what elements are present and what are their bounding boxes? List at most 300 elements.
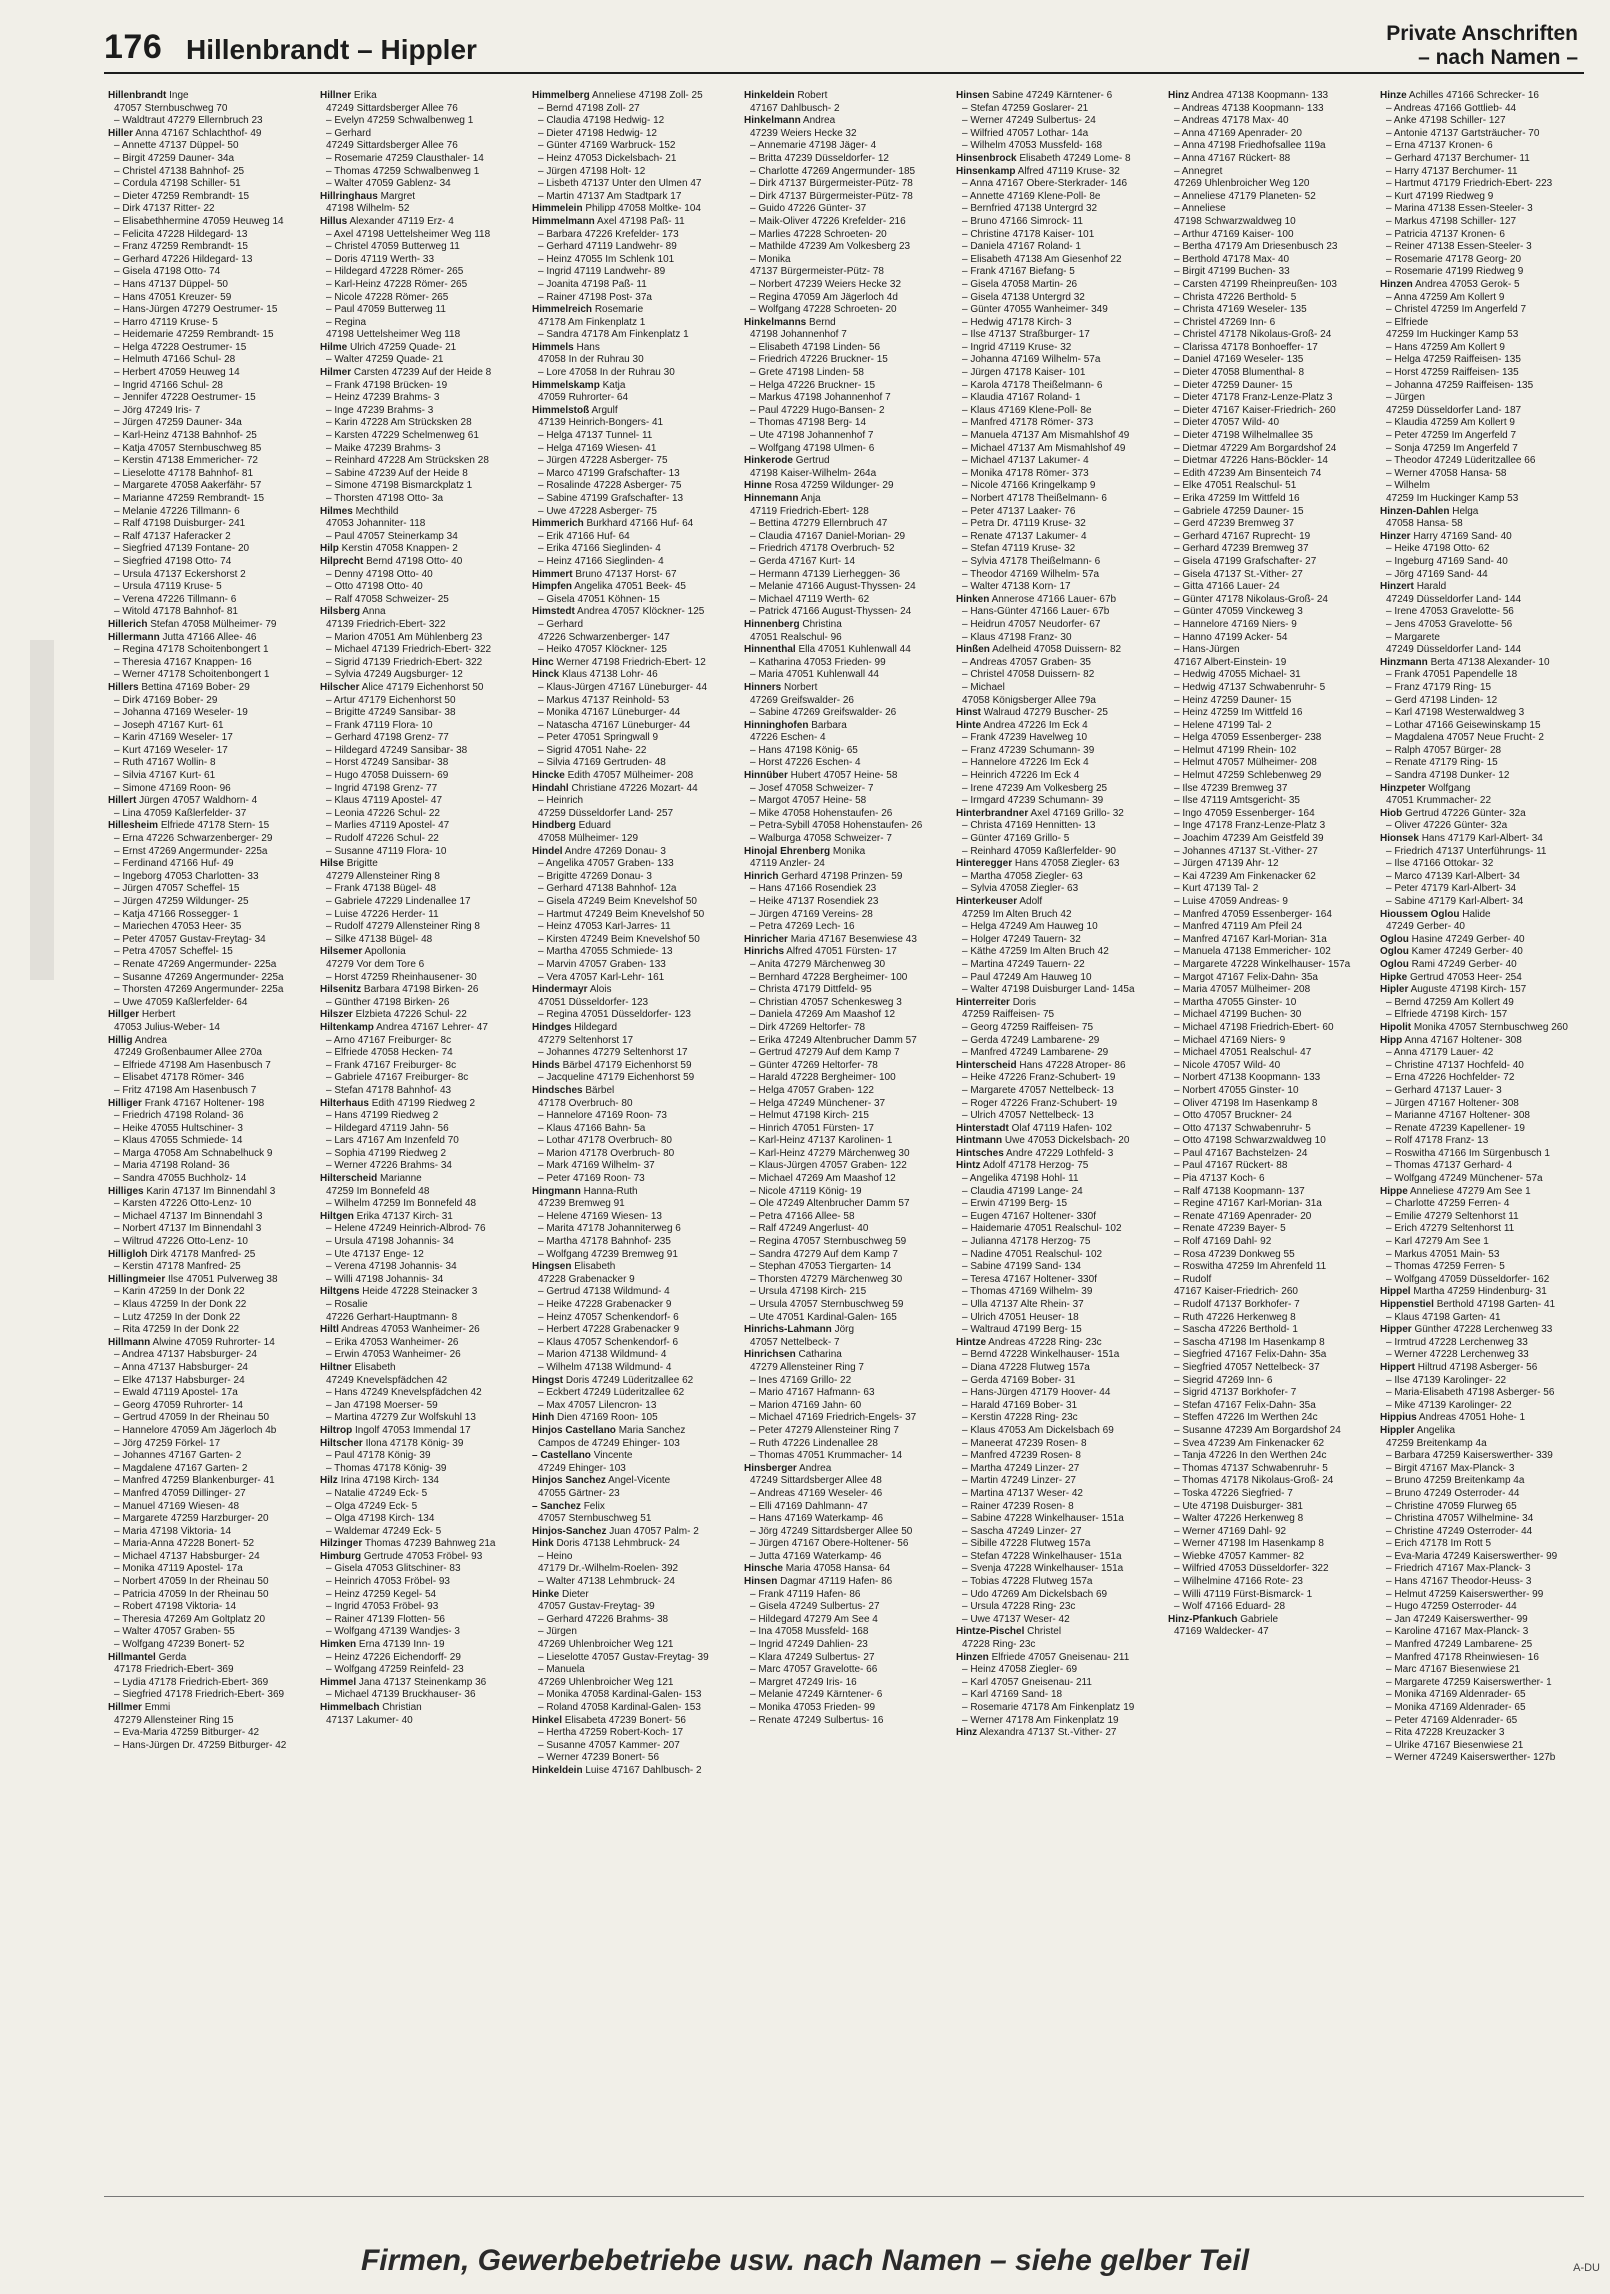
entry-surname: Hilprecht: [320, 555, 364, 567]
directory-entry: [532, 342, 732, 355]
directory-subentry: – Hans-Jürgen 47179 Hoover- 44: [962, 1387, 1111, 1399]
directory-subentry: – Sigrid 47051 Nahe- 22: [538, 744, 647, 756]
directory-subentry: – Heinz 47057 Schenkendorf- 6: [538, 1311, 679, 1323]
directory-subentry: – Günther 47198 Birken- 26: [326, 996, 450, 1008]
directory-subentry: – Kurt 47139 Tal- 2: [1174, 883, 1259, 895]
directory-subentry: – Frank 47119 Hafen- 86: [750, 1588, 861, 1600]
directory-subentry: – Erika 47249 Altenbrucher Damm 57: [750, 1034, 917, 1046]
directory-subentry: – Claudia 47167 Daniel-Morian- 29: [750, 530, 906, 542]
directory-columns: [108, 90, 1584, 2180]
directory-subentry: – Ursula 47119 Kruse- 5: [114, 581, 222, 593]
entry-surname: Hiltrop: [320, 1424, 353, 1436]
directory-subentry: 47053 Johanniter- 118: [326, 518, 426, 530]
directory-entry: [744, 115, 944, 128]
directory-subentry: – Michael 47169 Niers- 9: [1174, 1034, 1286, 1046]
directory-subentry: – Otto 47057 Bruckner- 24: [1174, 1110, 1292, 1122]
directory-subentry: 47279 Vor dem Tore 6: [326, 958, 425, 970]
entry-surname: Oglou: [1380, 958, 1409, 970]
directory-subentry: – Hanno 47199 Acker- 54: [1174, 631, 1288, 643]
entry-details: Philipp 47058 Moltke- 104: [585, 203, 701, 215]
directory-entry: [320, 984, 520, 997]
directory-entry: [1380, 1425, 1580, 1438]
directory-subentry: – Maria-Elisabeth 47198 Asberger- 56: [1386, 1387, 1555, 1399]
directory-entry: [744, 619, 944, 632]
directory-entry: [532, 1085, 732, 1098]
directory-subentry: – Erich 47279 Seltenhorst 11: [1386, 1223, 1515, 1235]
directory-subentry: – Paul 47167 Rückert- 88: [1174, 1160, 1288, 1172]
entry-details: Elisabeth 47249 Lome- 8: [1019, 152, 1131, 164]
directory-subentry: – Reinhard 47228 Am Strücksken 28: [326, 455, 489, 467]
directory-subentry: – Helga 47057 Graben- 122: [750, 1084, 874, 1096]
entry-surname: Hintze: [956, 1336, 986, 1348]
directory-subentry: – Sabine 47269 Greifswalder- 26: [750, 707, 897, 719]
directory-subentry: – Hannelore 47169 Roon- 73: [538, 1110, 667, 1122]
directory-subentry: – Helga 47228 Oestrumer- 15: [114, 341, 247, 353]
directory-subentry: – Frank 47167 Freiburger- 8c: [326, 1059, 457, 1071]
directory-subentry: – Willi 47119 Fürst-Bismarck- 1: [1174, 1588, 1313, 1600]
directory-subentry: – Christa 47169 Hennitten- 13: [962, 820, 1096, 832]
entry-surname: Hillert: [108, 795, 137, 807]
directory-entry: [320, 506, 520, 519]
directory-subentry: – Margret 47249 Iris- 16: [750, 1676, 857, 1688]
entry-details: Bettina 47169 Bober- 29: [141, 681, 250, 693]
directory-entry: [320, 1538, 520, 1551]
directory-subentry: – Karl-Heinz 47228 Römer- 265: [326, 278, 468, 290]
directory-subentry: – Christine 47178 Kaiser- 101: [962, 228, 1095, 240]
entry-details: Jürgen 47057 Waldhorn- 4: [139, 795, 258, 807]
directory-subentry: – Käthe 47259 Im Alten Bruch 42: [962, 946, 1109, 958]
directory-subentry: – Silvia 47167 Kurt- 61: [114, 770, 216, 782]
directory-subentry: – Manfred 47119 Am Pfeil 24: [1174, 921, 1303, 933]
entry-details: Elisabeta 47239 Bonert- 56: [564, 1714, 686, 1726]
directory-subentry: – Ingrid 47166 Schul- 28: [114, 379, 223, 391]
entry-details: Barbara 47198 Birken- 26: [363, 984, 479, 996]
entry-details: Anja: [800, 493, 821, 504]
directory-subentry: 47269 Greifswalder- 26: [750, 694, 854, 706]
entry-surname: Oglou: [1380, 946, 1409, 958]
entry-details: Ingolf 47053 Immendal 17: [355, 1424, 471, 1436]
directory-subentry: – Friedrich 47137 Unterführungs- 11: [1386, 845, 1547, 857]
directory-subentry: – Karoline 47167 Max-Planck- 3: [1386, 1626, 1529, 1638]
directory-entry: [744, 770, 944, 783]
directory-subentry: – Elli 47169 Dahlmann- 47: [750, 1500, 868, 1512]
directory-subentry: 47228 Ring- 23c: [962, 1639, 1036, 1651]
entry-details: Luise 47167 Dahlbusch- 2: [585, 1764, 702, 1776]
directory-subentry: – Bruno 47249 Osterroder- 44: [1386, 1487, 1520, 1499]
entry-details: Bernd: [809, 316, 836, 328]
directory-subentry: – Jürgen 47228 Asberger- 75: [538, 455, 668, 467]
entry-surname: Hintmann: [956, 1135, 1003, 1147]
header-divider: [104, 72, 1584, 74]
directory-entry: [532, 216, 732, 229]
directory-subentry: – Jürgen: [1386, 392, 1425, 404]
directory-subentry: – Markus 47137 Reinhold- 53: [538, 694, 670, 706]
directory-entry: [320, 216, 520, 229]
entry-details: Sabine 47249 Kärntener- 6: [992, 90, 1113, 101]
directory-subentry: – Gisela 47051 Köhnen- 15: [538, 593, 660, 605]
directory-subentry: – Nicole 47119 König- 19: [750, 1185, 862, 1197]
directory-subentry: – Harro 47119 Kruse- 5: [114, 316, 218, 328]
directory-entry: [1380, 1412, 1580, 1425]
directory-subentry: – Hinrich 47051 Fürsten- 17: [750, 1122, 874, 1134]
directory-entry: [320, 1022, 520, 1035]
directory-subentry: – Heinz 47239 Brahms- 3: [326, 392, 440, 404]
directory-subentry: – Michael 47051 Realschul- 47: [1174, 1047, 1312, 1059]
directory-subentry: – Ulrich 47051 Heuser- 18: [962, 1311, 1079, 1323]
directory-subentry: 47139 Heinrich-Bongers- 41: [538, 417, 664, 429]
directory-subentry: 47055 Gärtner- 23: [538, 1487, 620, 1499]
entry-surname: Hinßen: [956, 644, 990, 656]
directory-entry: [956, 1160, 1156, 1173]
directory-entry: [320, 90, 520, 103]
directory-subentry: – Heinz 47055 Im Schlenk 101: [538, 253, 675, 265]
entry-surname: Hilse: [320, 858, 344, 870]
directory-subentry: – Ursula 47057 Sternbuschweg 59: [750, 1299, 904, 1310]
directory-subentry: – Walter 47198 Duisburger Land- 145a: [962, 984, 1135, 996]
entry-details: Ilse 47051 Pulverweg 38: [168, 1273, 278, 1285]
directory-subentry: – Rosalie: [326, 1299, 368, 1310]
directory-subentry: – Petra 47269 Lech- 16: [750, 921, 855, 933]
directory-subentry: – Heinz 47058 Ziegler- 69: [962, 1664, 1078, 1676]
entry-details: Stefan 47058 Mülheimer- 79: [150, 618, 277, 630]
entry-details: Juan 47057 Palm- 2: [609, 1525, 699, 1537]
entry-surname: Hilligloh: [108, 1248, 148, 1260]
directory-subentry: – Rudolf 47226 Schul- 22: [326, 833, 439, 845]
directory-subentry: – Margarete 47259 Kaiserswerther- 1: [1386, 1676, 1552, 1688]
entry-details: Monika: [832, 845, 866, 857]
entry-surname: Hilszer: [320, 1009, 353, 1021]
directory-subentry: – Rita 47259 In der Donk 22: [114, 1324, 240, 1336]
entry-surname: Hillig: [108, 1034, 133, 1046]
directory-entry: [532, 1261, 732, 1274]
entry-surname: Hiltner: [320, 1361, 352, 1373]
directory-subentry: – Klaus-Jürgen 47057 Graben- 122: [750, 1160, 907, 1172]
entry-details: Dirk 47178 Manfred- 25: [150, 1248, 256, 1260]
entry-details: Elisabeth: [574, 1261, 616, 1273]
entry-surname: Hinrichs-Lahmann: [744, 1324, 832, 1336]
directory-subentry: – Klaus 47169 Klene-Poll- 8e: [962, 404, 1092, 416]
directory-subentry: – Brigitte 47269 Donau- 3: [538, 870, 652, 882]
directory-subentry: 47178 Am Finkenplatz 1: [538, 316, 646, 328]
directory-subentry: – Annemarie 47198 Jäger- 4: [750, 140, 877, 152]
directory-subentry: – Cordula 47198 Schiller- 51: [114, 178, 241, 190]
entry-details: Heide 47228 Steinacker 3: [362, 1286, 478, 1298]
directory-subentry: 47279 Allensteiner Ring 15: [114, 1714, 234, 1726]
entry-surname: Hinkelmanns: [744, 316, 807, 328]
directory-subentry: – Bernd 47259 Am Kollert 49: [1386, 996, 1514, 1008]
directory-entry: [956, 997, 1156, 1010]
entry-details: Halide: [1462, 908, 1491, 920]
directory-subentry: – Karin 47228 Am Strücksken 28: [326, 417, 472, 429]
entry-details: Andrea: [802, 115, 836, 127]
directory-entry: [532, 518, 732, 531]
directory-subentry: – Norbert 47055 Ginster- 10: [1174, 1084, 1299, 1096]
directory-entry: [956, 1727, 1156, 1740]
directory-subentry: – Christa 47169 Weseler- 135: [1174, 304, 1307, 316]
directory-subentry: – Hugo 47259 Osterroder- 44: [1386, 1601, 1517, 1613]
directory-subentry: – Monika 47119 Apostel- 17a: [114, 1563, 243, 1575]
directory-subentry: – Regina 47178 Schoitenbongert 1: [114, 644, 269, 656]
directory-subentry: – Marianne 47259 Rembrandt- 15: [114, 493, 265, 504]
directory-subentry: – Ralf 47137 Haferacker 2: [114, 530, 231, 542]
directory-entry: [532, 1412, 732, 1425]
entry-details: Hanna-Ruth: [583, 1185, 638, 1197]
directory-subentry: – Kerstin 47178 Manfred- 25: [114, 1261, 241, 1273]
directory-subentry: – Joachim 47239 Am Geistfeld 39: [1174, 833, 1324, 845]
entry-details: Katja: [602, 379, 626, 391]
directory-subentry: – Michael 47139 Friedrich-Ebert- 322: [326, 644, 492, 656]
directory-subentry: – Sibille 47228 Flutweg 157a: [962, 1538, 1091, 1550]
directory-subentry: – Magdalene 47167 Garten- 2: [114, 1462, 248, 1474]
directory-subentry: – Anna 47198 Friedhofsallee 119a: [1174, 140, 1326, 152]
entry-surname: Hilterhaus: [320, 1097, 369, 1109]
directory-subentry: – Harald 47228 Bergheimer- 100: [750, 1072, 896, 1084]
directory-subentry: – Dieter 47178 Franz-Lenze-Platz 3: [1174, 392, 1333, 404]
directory-subentry: – Birgit 47167 Max-Planck- 3: [1386, 1462, 1515, 1474]
directory-entry: [956, 153, 1156, 166]
entry-details: Doris: [1012, 996, 1037, 1008]
entry-surname: Hinterscheid: [956, 1059, 1017, 1071]
directory-subentry: – Christa 47179 Dittfeld- 95: [750, 984, 872, 996]
entry-details: Hans 47228 Atroper- 86: [1019, 1059, 1126, 1071]
directory-subentry: – Rudolf 47279 Allensteiner Ring 8: [326, 921, 480, 933]
directory-subentry: – Wilhelm 47053 Mussfeld- 168: [962, 140, 1103, 152]
entry-details: Helga: [1452, 505, 1479, 517]
directory-entry: [1380, 783, 1580, 796]
entry-surname: Hinricher: [744, 933, 788, 945]
directory-subentry: – Heinrich 47226 Im Eck 4: [962, 770, 1080, 782]
directory-subentry: – Sascha 47198 Im Hasenkamp 8: [1174, 1336, 1325, 1348]
entry-surname: Hinze: [1380, 90, 1407, 101]
directory-subentry: – Sascha 47226 Berthold- 1: [1174, 1324, 1298, 1336]
entry-surname: Hinsen: [956, 90, 990, 101]
directory-subentry: – Werner 47249 Kaiserswerther- 127b: [1386, 1752, 1556, 1764]
entry-details: Doris 47249 Lüderitzallee 62: [565, 1374, 694, 1386]
directory-subentry: – Michael 47199 Buchen- 30: [1174, 1009, 1302, 1021]
entry-surname: Hinnüber: [744, 770, 788, 782]
directory-entry: [956, 1135, 1156, 1148]
directory-subentry: – Heinz 47259 Kegel- 54: [326, 1588, 437, 1600]
directory-subentry: – Stephan 47053 Tiergarten- 14: [750, 1261, 892, 1273]
directory-entry: [956, 1626, 1156, 1639]
directory-subentry: – Frank 47167 Biefang- 5: [962, 266, 1075, 278]
directory-subentry: – Annette 47137 Düppel- 50: [114, 140, 239, 152]
directory-subentry: – Maria 47198 Roland- 36: [114, 1160, 230, 1172]
directory-subentry: 47058 Königsberger Allee 79a: [962, 694, 1096, 706]
entry-surname: Himmelberg: [532, 90, 590, 101]
entry-surname: Himmelreich: [532, 304, 593, 316]
directory-subentry: – Reinhard 47059 Kaßlerfelder- 90: [962, 845, 1116, 857]
directory-subentry: – Elfriede 47198 Kirch- 157: [1386, 1009, 1508, 1021]
directory-subentry: 47167 Albert-Einstein- 19: [1174, 656, 1287, 668]
directory-subentry: – Karsten 47226 Otto-Lenz- 10: [114, 1198, 252, 1210]
entry-details: Axel 47198 Paß- 11: [597, 215, 685, 227]
directory-subentry: – Toska 47226 Siegfried- 7: [1174, 1487, 1293, 1499]
entry-details: Hasine 47249 Gerber- 40: [1411, 933, 1525, 945]
directory-subentry: – Ralf 47249 Angerlust- 40: [750, 1223, 869, 1235]
directory-entry: [532, 783, 732, 796]
directory-subentry: 47249 Düsseldorfer Land- 144: [1386, 644, 1522, 656]
directory-subentry: 47057 Nettelbeck- 7: [750, 1336, 840, 1348]
entry-details: Hubert 47057 Heine- 58: [790, 770, 898, 782]
entry-details: Robert: [797, 90, 828, 101]
directory-entry: [956, 90, 1156, 103]
directory-subentry: – Paul 47229 Hugo-Bansen- 2: [750, 404, 885, 416]
directory-subentry: – Sascha 47249 Linzer- 27: [962, 1525, 1082, 1537]
directory-subentry: – Uwe 47228 Asberger- 75: [538, 505, 657, 517]
directory-entry: [108, 632, 308, 645]
directory-subentry: – Erwin 47053 Wanheimer- 26: [326, 1349, 461, 1361]
entry-details: Herbert: [141, 1009, 176, 1021]
directory-subentry: – Ilse 47137 Straßburger- 17: [962, 329, 1090, 341]
entry-surname: Hilz: [320, 1475, 338, 1487]
entry-details: Rosemarie: [594, 304, 644, 316]
directory-subentry: – Susanne 47057 Kammer- 207: [538, 1739, 680, 1751]
directory-subentry: – Mathilde 47239 Am Volkesberg 23: [750, 241, 911, 253]
directory-subentry: 47239 Weiers Hecke 32: [750, 127, 857, 139]
directory-subentry: – Steffen 47226 Im Werthen 24c: [1174, 1412, 1318, 1424]
directory-subentry: – Gisela 47053 Glitschiner- 83: [326, 1563, 461, 1575]
entry-details: Andrea 47226 Im Eck 4: [983, 719, 1088, 731]
directory-subentry: – Gabriele 47259 Dauner- 15: [1174, 505, 1304, 517]
directory-subentry: – Horst 47226 Eschen- 4: [750, 757, 861, 769]
directory-subentry: – Berthold 47178 Max- 40: [1174, 253, 1290, 265]
directory-subentry: – Rosalinde 47228 Asberger- 75: [538, 480, 682, 492]
directory-subentry: – Maria 47057 Mülheimer- 208: [1174, 984, 1311, 996]
directory-subentry: – Thomas 47259 Ferren- 5: [1386, 1261, 1505, 1273]
directory-subentry: – Ulrike 47167 Biesenwiese 21: [1386, 1739, 1524, 1751]
directory-subentry: – Michael 47119 Werth- 62: [750, 593, 870, 605]
directory-subentry: – Hans 47259 Am Kollert 9: [1386, 341, 1505, 353]
directory-subentry: – Helmut 47198 Kirch- 215: [750, 1110, 869, 1122]
directory-subentry: – Christel 47259 Im Angerfeld 7: [1386, 304, 1527, 316]
directory-subentry: – Thorsten 47279 Märchenweg 30: [750, 1273, 903, 1285]
entry-details: Werner 47198 Friedrich-Ebert- 12: [556, 656, 706, 668]
directory-entry: [1380, 1299, 1580, 1312]
entry-details: Kerstin 47058 Knappen- 2: [341, 543, 458, 555]
directory-subentry: – Heike 47055 Hultschiner- 3: [114, 1122, 243, 1134]
directory-entry: [956, 720, 1156, 733]
directory-subentry: – Heiko 47057 Klöckner- 125: [538, 644, 667, 656]
directory-subentry: – Mariechen 47053 Heer- 35: [114, 921, 242, 933]
directory-subentry: 47198 Kaiser-Wilhelm- 264a: [750, 467, 877, 479]
directory-entry: [744, 1463, 944, 1476]
directory-subentry: – Hedwig 47055 Michael- 31: [1174, 669, 1301, 681]
directory-subentry: – Klaus 47057 Schenkendorf- 6: [538, 1336, 679, 1348]
directory-subentry: – Dieter 47198 Hedwig- 12: [538, 127, 657, 139]
directory-subentry: 47279 Seltenhorst 17: [538, 1034, 634, 1046]
directory-subentry: – Marion 47178 Overbruch- 80: [538, 1147, 675, 1159]
entry-details: Karin 47137 Im Binnendahl 3: [146, 1185, 276, 1197]
directory-subentry: 47058 Hansa- 58: [1386, 518, 1463, 530]
directory-subentry: – Lore 47058 In der Ruhrau 30: [538, 367, 675, 379]
entry-details: Alfred 47119 Kruse- 32: [1017, 165, 1120, 177]
directory-entry: [532, 770, 732, 783]
entry-details: Andreas 47228 Ring- 23c: [988, 1336, 1102, 1348]
directory-subentry: – Wiltrud 47226 Otto-Lenz- 10: [114, 1236, 248, 1248]
directory-subentry: 47137 Lakumer- 40: [326, 1714, 413, 1726]
directory-subentry: – Teresa 47167 Holtener- 330f: [962, 1273, 1097, 1285]
directory-subentry: – Daniela 47269 Am Maashof 12: [750, 1009, 896, 1021]
directory-subentry: – Klaus 47259 In der Donk 22: [114, 1299, 247, 1310]
directory-subentry: – Jutta 47169 Waterkamp- 46: [750, 1550, 882, 1562]
directory-subentry: – Ewald 47119 Apostel- 17a: [114, 1387, 238, 1399]
entry-surname: Hillers: [108, 681, 139, 693]
directory-subentry: – Nicole 47166 Kringelkamp 9: [962, 480, 1096, 492]
directory-subentry: – Irene 47053 Gravelotte- 56: [1386, 606, 1514, 618]
directory-subentry: 47179 Dr.-Wilhelm-Roelen- 392: [538, 1563, 679, 1575]
entry-details: Adolf: [1019, 896, 1043, 907]
entry-surname: Hinterkeuser: [956, 896, 1018, 907]
entry-details: Jana 47137 Steinenkamp 36: [358, 1676, 487, 1688]
directory-subentry: – Frank 47051 Papendelle 18: [1386, 669, 1518, 681]
entry-details: Rosa 47259 Wildunger- 29: [774, 480, 894, 492]
directory-subentry: – Gisela 47199 Grafschafter- 27: [1174, 555, 1317, 567]
directory-subentry: – Paul 47178 König- 39: [326, 1450, 431, 1462]
directory-entry: [320, 1324, 520, 1337]
directory-subentry: – Peter 47169 Roon- 73: [538, 1173, 645, 1185]
directory-subentry: – Günter 47169 Grillo- 5: [962, 833, 1070, 845]
directory-subentry: – Manfred 47239 Rosen- 8: [962, 1450, 1081, 1462]
directory-subentry: – Martina 47279 Zur Wolfskuhl 13: [326, 1412, 476, 1424]
directory-subentry: – Hans-Jürgen: [1174, 644, 1240, 656]
directory-subentry: 47239 Bremweg 91: [538, 1198, 625, 1210]
entry-surname: Hinsenkamp: [956, 165, 1016, 177]
directory-subentry: – Elke 47137 Habsburger- 24: [114, 1374, 245, 1386]
directory-subentry: 47198 Wilhelm- 52: [326, 203, 410, 215]
directory-subentry: – Kai 47239 Am Finkenacker 62: [1174, 870, 1316, 882]
directory-subentry: – Heinz 47259 Dauner- 15: [1174, 694, 1292, 706]
directory-subentry: – Gerda 47167 Kurt- 14: [750, 555, 856, 567]
entry-surname: Himken: [320, 1639, 357, 1651]
directory-entry: [108, 1098, 308, 1111]
directory-subentry: – Monika 47058 Kardinal-Galen- 153: [538, 1689, 702, 1701]
entry-surname: Oglou: [1380, 933, 1409, 945]
directory-subentry: – Gisela 47198 Otto- 74: [114, 266, 221, 278]
directory-subentry: – Siegfried 47139 Fontane- 20: [114, 543, 250, 555]
entry-surname: – Sanchez: [532, 1500, 581, 1512]
directory-entry: [108, 1035, 308, 1048]
directory-entry: [532, 606, 732, 619]
directory-subentry: – Marion 47169 Jahn- 60: [750, 1399, 862, 1411]
directory-subentry: – Anna 47167 Obere-Sterkrader- 146: [962, 178, 1128, 190]
directory-subentry: – Silvia 47169 Gertruden- 48: [538, 757, 666, 769]
entry-details: Norbert: [784, 681, 818, 693]
directory-subentry: – Margarete 47228 Winkelhauser- 157a: [1174, 958, 1351, 970]
directory-entry: [320, 1173, 520, 1186]
entry-surname: Hilsemer: [320, 946, 363, 958]
directory-subentry: – Wiebke 47057 Kammer- 82: [1174, 1550, 1305, 1562]
directory-subentry: – Peter 47051 Springwall 9: [538, 732, 659, 744]
directory-subentry: – Dirk 47269 Heltorfer- 78: [750, 1021, 866, 1033]
directory-column-6: [1168, 90, 1368, 2180]
entry-surname: Hippe: [1380, 1185, 1408, 1197]
entry-surname: Hinjos Castellano: [532, 1424, 616, 1436]
entry-surname: Himpfen: [532, 581, 572, 593]
entry-surname: Hinz: [956, 1727, 978, 1739]
directory-subentry: – Britta 47239 Düsseldorfer- 12: [750, 152, 889, 164]
directory-subentry: – Dirk 47169 Bober- 29: [114, 694, 218, 706]
directory-subentry: – Silke 47138 Bügel- 48: [326, 933, 433, 945]
directory-entry: [320, 1098, 520, 1111]
directory-subentry: – Jürgen 47259 Wildunger- 25: [114, 896, 249, 907]
entry-details: Mechthild: [355, 505, 399, 517]
directory-subentry: – Felicita 47228 Hildegard- 13: [114, 228, 248, 240]
directory-subentry: – Martha 47055 Schmiede- 13: [538, 946, 673, 958]
directory-subentry: 47226 Eschen- 4: [750, 732, 826, 744]
directory-subentry: – Bernd 47228 Winkelhauser- 151a: [962, 1349, 1120, 1361]
entry-details: Apollonia: [364, 946, 406, 958]
